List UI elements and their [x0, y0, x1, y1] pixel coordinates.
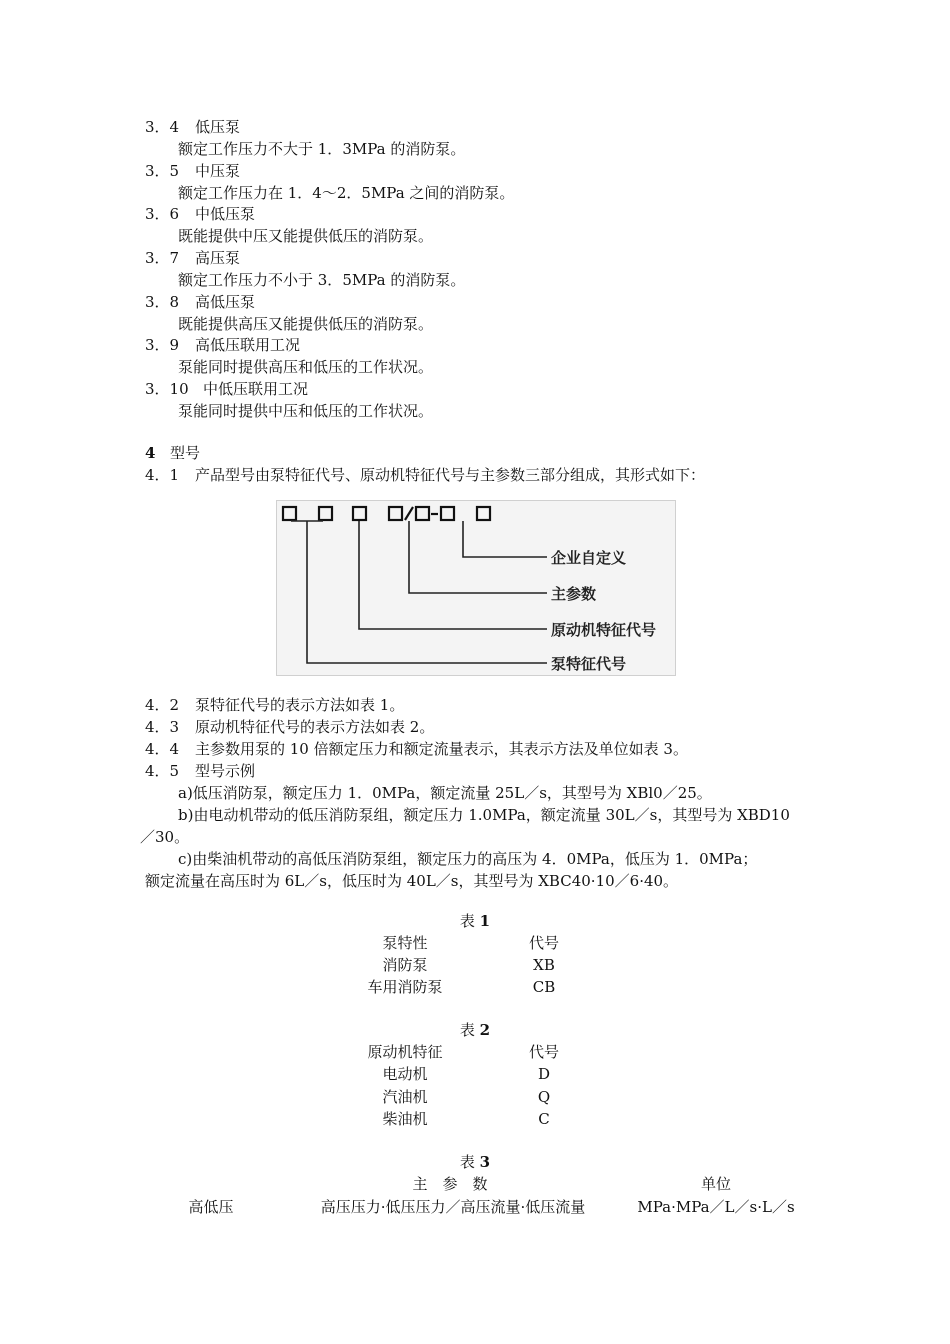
- placeholder-box-1: [283, 507, 296, 520]
- clause-text: 产品型号由泵特征代号、原动机特征代号与主参数三部分组成，其形式如下：: [195, 466, 706, 484]
- table1-cell: 车用消防泵: [367, 978, 443, 996]
- caption-prefix: 表: [459, 1153, 475, 1171]
- table2-cell: 电动机: [382, 1065, 428, 1083]
- model-format-diagram: [276, 500, 676, 676]
- diagram-label-main-param: 主参数: [551, 585, 597, 603]
- diagram-label-pump: 泵特征代号: [551, 655, 627, 673]
- table2-cell: Q: [537, 1088, 551, 1106]
- placeholder-box-7: [477, 507, 490, 520]
- section-title: 型号: [170, 444, 201, 462]
- clause-number: 3．7: [145, 249, 180, 267]
- caption-number: 1: [479, 912, 491, 930]
- clause-4-1: [145, 465, 705, 485]
- clause-title: 中压泵: [195, 162, 241, 180]
- table2-cell: C: [538, 1110, 550, 1128]
- placeholder-box-2: [319, 507, 332, 520]
- table2-header-feature: 原动机特征: [367, 1043, 443, 1061]
- clause-3-9-desc: 泵能同时提供高压和低压的工作状况。: [178, 358, 434, 376]
- clause-title: 中低压联用工况: [203, 380, 309, 398]
- clause-3-5-desc: 额定工作压力在 1．4～2．5MPa 之间的消防泵。: [178, 184, 515, 202]
- example-c-line2: 额定流量在高压时为 6L／s，低压时为 40L／s，其型号为 XBC40·10／6·40。: [145, 872, 679, 890]
- table1-cell: XB: [533, 956, 555, 974]
- clause-3-4-heading: [145, 117, 240, 137]
- clause-3-7-heading: [145, 248, 240, 268]
- clause-4-3: [145, 717, 434, 737]
- section-4-heading: [145, 443, 200, 463]
- clause-number: 4．4: [145, 740, 180, 758]
- clause-3-6-desc: 既能提供中压又能提供低压的消防泵。: [178, 227, 434, 245]
- clause-3-5-heading: [145, 161, 240, 181]
- clause-title: 低压泵: [195, 118, 241, 136]
- clause-3-10-heading: [145, 379, 308, 399]
- clause-3-10-desc: 泵能同时提供中压和低压的工作状况。: [178, 402, 434, 420]
- clause-number: 4．2: [145, 696, 180, 714]
- clause-3-4-desc: 额定工作压力不大于 1．3MPa 的消防泵。: [178, 140, 466, 158]
- clause-3-8-desc: 既能提供高压又能提供低压的消防泵。: [178, 315, 434, 333]
- slash-separator: [405, 507, 413, 520]
- placeholder-box-3: [353, 507, 366, 520]
- clause-title: 高低压泵: [195, 293, 256, 311]
- table3-cell-type: 高低压: [188, 1198, 234, 1216]
- caption-number: 2: [479, 1021, 491, 1039]
- placeholder-box-5: [416, 507, 429, 520]
- caption-number: 3: [479, 1153, 491, 1171]
- table2-header-code: 代号: [528, 1043, 559, 1061]
- example-b-line1: b)由电动机带动的低压消防泵组，额定压力 1.0MPa，额定流量 30L／s，其型号为 XBD10: [178, 806, 790, 824]
- table3-header-unit: 单位: [700, 1175, 731, 1193]
- clause-number: 4．1: [145, 466, 180, 484]
- clause-number: 3．5: [145, 162, 180, 180]
- clause-3-6-heading: [145, 204, 255, 224]
- diagram-label-custom: 企业自定义: [551, 549, 627, 567]
- table1-header-code: 代号: [528, 934, 559, 952]
- clause-title: 中低压泵: [195, 205, 256, 223]
- clause-title: 高压泵: [195, 249, 241, 267]
- clause-number: 3．10: [145, 380, 189, 398]
- table2-cell: D: [537, 1065, 551, 1083]
- table2-caption: [440, 1020, 510, 1040]
- placeholder-box-4: [389, 507, 402, 520]
- table3-caption: [440, 1152, 510, 1172]
- table3-cell-params: 高压压力·低压压力／高压流量·低压流量: [320, 1198, 586, 1216]
- clause-4-4: [145, 739, 688, 759]
- section-number: 4: [145, 444, 156, 462]
- placeholder-box-6: [441, 507, 454, 520]
- diagram-label-prime-mover: 原动机特征代号: [551, 621, 657, 639]
- example-a: a)低压消防泵，额定压力 1．0MPa，额定流量 25L／s，其型号为 XBl0／25。: [178, 784, 712, 802]
- clause-text: 原动机特征代号的表示方法如表 2。: [195, 718, 435, 736]
- caption-prefix: 表: [459, 912, 475, 930]
- clause-title: 高低压联用工况: [195, 336, 301, 354]
- leader-line-prime-mover: [359, 521, 547, 629]
- clause-number: 4．5: [145, 762, 180, 780]
- table1-header-feature: 泵特性: [382, 934, 428, 952]
- leader-line-pump: [307, 521, 547, 663]
- leader-line-custom: [463, 521, 547, 557]
- example-c-line1: c)由柴油机带动的高低压消防泵组，额定压力的高压为 4．0MPa，低压为 1．0MPa；: [178, 850, 758, 868]
- table1-cell: 消防泵: [382, 956, 428, 974]
- table2-cell: 汽油机: [382, 1088, 428, 1106]
- clause-text: 泵特征代号的表示方法如表 1。: [195, 696, 405, 714]
- table2-cell: 柴油机: [382, 1110, 428, 1128]
- example-b-line2: ／30。: [140, 828, 190, 846]
- table1-cell: CB: [532, 978, 556, 996]
- clause-3-9-heading: [145, 335, 300, 355]
- table3-header-params: 主 参 数: [412, 1175, 488, 1193]
- clause-text: 主参数用泵的 10 倍额定压力和额定流量表示，其表示方法及单位如表 3。: [195, 740, 688, 758]
- clause-number: 3．8: [145, 293, 180, 311]
- clause-4-2: [145, 695, 404, 715]
- clause-number: 3．4: [145, 118, 180, 136]
- caption-prefix: 表: [459, 1021, 475, 1039]
- clause-number: 4．3: [145, 718, 180, 736]
- clause-number: 3．9: [145, 336, 180, 354]
- table1-caption: [440, 911, 510, 931]
- clause-number: 3．6: [145, 205, 180, 223]
- clause-3-8-heading: [145, 292, 255, 312]
- diagram-lines: [277, 501, 675, 675]
- clause-text: 型号示例: [195, 762, 256, 780]
- clause-3-7-desc: 额定工作压力不小于 3．5MPa 的消防泵。: [178, 271, 466, 289]
- table3-cell-unit: MPa·MPa／L／s·L／s: [637, 1198, 795, 1216]
- clause-4-5: [145, 761, 255, 781]
